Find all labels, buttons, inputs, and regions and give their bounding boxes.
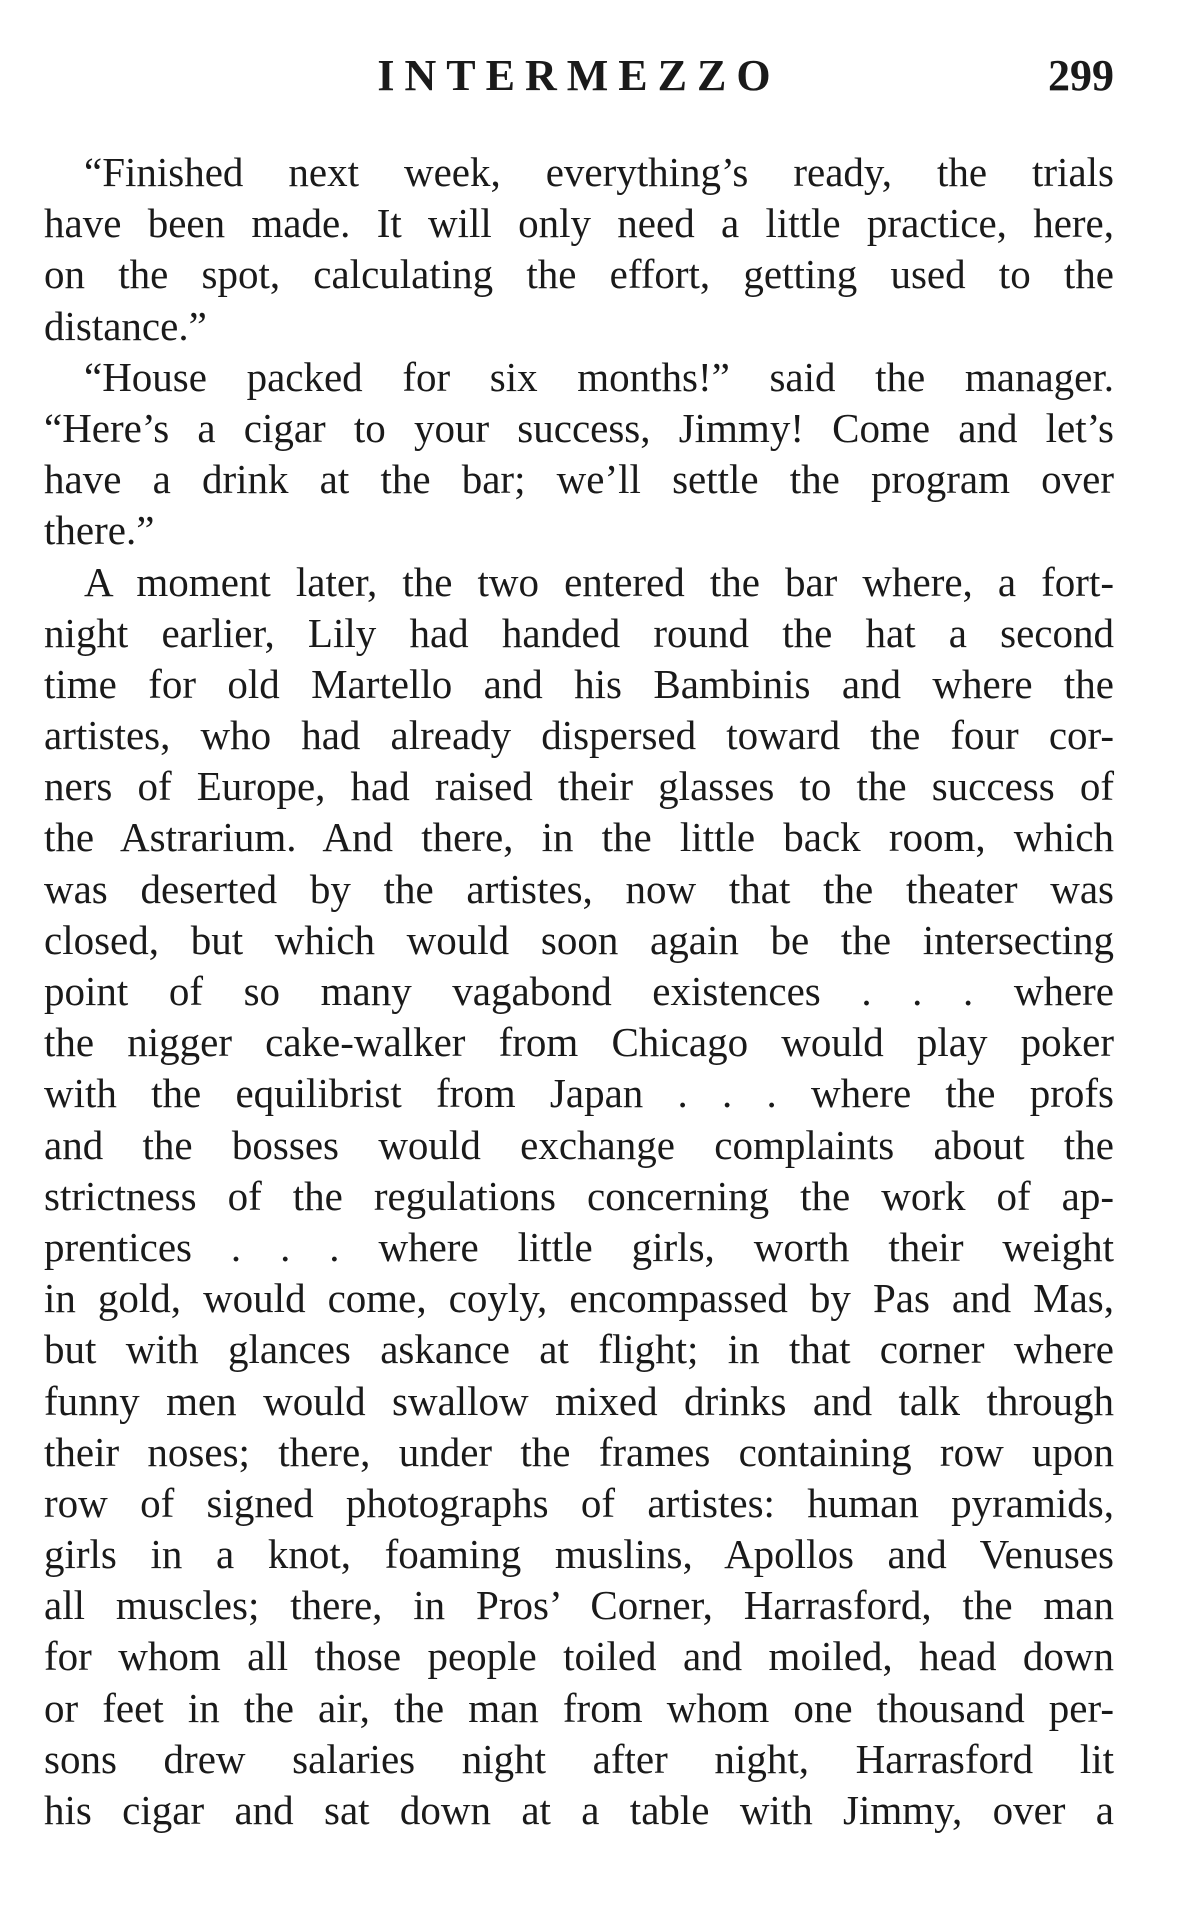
running-head bbox=[44, 48, 1114, 104]
text-line: his cigar and sat down at a table with Jimmy, over a bbox=[44, 1787, 1114, 1833]
text-line: the Astrarium. And there, in the little back room, which bbox=[44, 814, 1114, 861]
text-line: time for old Martello and his Bambinis and where the bbox=[44, 660, 1114, 707]
text-line: for whom all those people toiled and moiled, head down bbox=[44, 1633, 1114, 1680]
text-line: sons drew salaries night after night, Harrasford lit bbox=[44, 1735, 1114, 1782]
text-line: and the bosses would exchange complaints about the bbox=[44, 1121, 1114, 1168]
text-line: there.” bbox=[44, 507, 155, 554]
text-line: prentices . . . where little girls, worth their weight bbox=[44, 1223, 1114, 1270]
text-line: strictness of the regulations concerning the work of ap- bbox=[44, 1172, 1114, 1219]
text-line: or feet in the air, the man from whom one thousand per- bbox=[44, 1684, 1114, 1731]
text-line: closed, but which would soon again be the intersecting bbox=[44, 916, 1114, 963]
text-line: “House packed for six months!” said the manager. bbox=[84, 353, 1114, 400]
page-number: 299 bbox=[1048, 51, 1114, 100]
text-line: “Here’s a cigar to your success, Jimmy! Come and let’s bbox=[44, 404, 1114, 451]
text-line: “Finished next week, everything’s ready, the trials bbox=[84, 149, 1114, 195]
text-line: all muscles; there, in Pros’ Corner, Harrasford, the man bbox=[44, 1582, 1114, 1629]
text-line: the nigger cake-walker from Chicago would play poker bbox=[44, 1019, 1114, 1066]
text-line: with the equilibrist from Japan . . . where the profs bbox=[44, 1070, 1114, 1117]
text-line: was deserted by the artistes, now that the theater was bbox=[44, 865, 1114, 912]
text-line: have been made. It will only need a little practice, here, bbox=[44, 200, 1114, 247]
text-line: row of signed photographs of artistes: human pyramids, bbox=[44, 1479, 1114, 1526]
text-line: night earlier, Lily had handed round the hat a second bbox=[44, 609, 1114, 656]
text-line: artistes, who had already dispersed toward the four cor- bbox=[44, 712, 1114, 759]
text-line: on the spot, calculating the effort, getting used to the bbox=[44, 251, 1114, 298]
text-line: girls in a knot, foaming muslins, Apollos and Venuses bbox=[44, 1531, 1114, 1578]
text-line: A moment later, the two entered the bar where, a fort- bbox=[84, 558, 1114, 605]
text-line: distance.” bbox=[44, 302, 207, 349]
running-title: INTERMEZZO bbox=[377, 51, 781, 100]
text-line: but with glances askance at flight; in that corner where bbox=[44, 1326, 1114, 1373]
text-line: point of so many vagabond existences . . . where bbox=[44, 968, 1114, 1014]
text-line: in gold, would come, coyly, encompassed by Pas and Mas, bbox=[44, 1275, 1114, 1322]
text-line: ners of Europe, had raised their glasses to the success of bbox=[44, 763, 1114, 810]
body-text bbox=[44, 147, 1114, 1836]
text-line: their noses; there, under the frames containing row upon bbox=[44, 1428, 1114, 1475]
text-line: funny men would swallow mixed drinks and talk through bbox=[44, 1377, 1114, 1424]
text-line: have a drink at the bar; we’ll settle the program over bbox=[44, 456, 1114, 503]
